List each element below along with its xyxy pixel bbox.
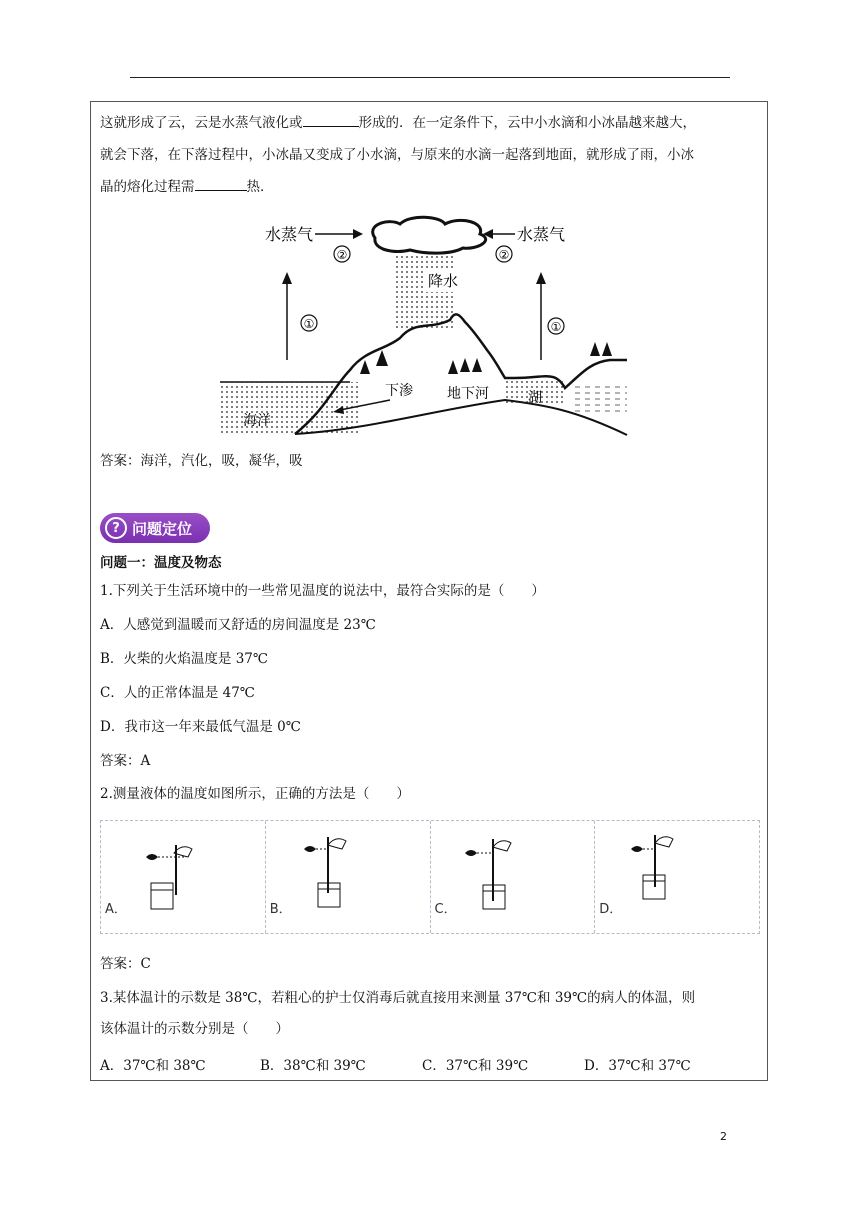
- header-rule: [130, 77, 730, 78]
- ocean-area: [220, 382, 360, 434]
- q2-answer: 答案：C: [100, 956, 151, 972]
- q2-figure-b: B．: [266, 821, 431, 933]
- q3-option-b: B．38℃和 39℃: [260, 1058, 366, 1074]
- svg-text:②: ②: [336, 248, 348, 262]
- seep-label: 下渗: [385, 383, 413, 399]
- cloud-shape: [373, 217, 486, 253]
- vapor-right-label: 水蒸气: [517, 225, 566, 244]
- intro-line-3: 晶的熔化过程需 热．: [100, 179, 274, 195]
- section-title: 问题一：温度及物态: [100, 555, 222, 571]
- svg-text:②: ②: [498, 248, 510, 262]
- precip-label: 降水: [427, 272, 459, 290]
- q3-stem-line-2: 该体温计的示数分别是（ ）: [100, 1021, 289, 1037]
- q2-stem: 2.测量液体的温度如图所示，正确的方法是（ ）: [100, 786, 410, 802]
- answer-intro: 答案：海洋，汽化，吸，凝华，吸: [100, 453, 303, 469]
- q1-option-b: B．火柴的火焰温度是 37℃: [100, 651, 268, 667]
- blank-2: [195, 178, 247, 191]
- q1-stem: 1.下列关于生活环境中的一些常见温度的说法中，最符合实际的是（ ）: [100, 583, 545, 599]
- q3-stem-line-1: 3.某体温计的示数是 38℃，若粗心的护士仅消毒后就直接用来测量 37℃和 39℃的病人的体温，则: [100, 990, 696, 1006]
- q1-option-a: A．人感觉到温暖而又舒适的房间温度是 23℃: [100, 617, 376, 633]
- badge-label: 问题定位: [132, 519, 193, 538]
- q2-figure-c: C．: [431, 821, 596, 933]
- q2-option-figures: [100, 820, 760, 934]
- lake-label: 湖: [528, 390, 542, 406]
- blank-1: [303, 114, 359, 127]
- q2-figure-d: D．: [595, 821, 759, 933]
- svg-text:①: ①: [303, 317, 315, 331]
- intro-line-1: 这就形成了云，云是水蒸气液化或 形成的．在一定条件下，云中小水滴和小冰晶越来越大，: [100, 115, 696, 131]
- question-icon: ?: [105, 517, 127, 539]
- q1-option-c: C．人的正常体温是 47℃: [100, 685, 255, 701]
- q3-option-c: C．37℃和 39℃: [422, 1058, 529, 1074]
- q2-figure-a: A．: [101, 821, 266, 933]
- river-label: 地下河: [447, 386, 489, 402]
- q3-option-d: D．37℃和 37℃: [584, 1058, 691, 1074]
- svg-text:①: ①: [550, 320, 562, 334]
- intro-line-2: 就会下落，在下落过程中，小冰晶又变成了小水滴，与原来的水滴一起落到地面，就形成了雨，小冰: [100, 147, 694, 163]
- vapor-left-label: 水蒸气: [265, 225, 314, 244]
- section-badge: [100, 513, 210, 543]
- q1-option-d: D．我市这一年来最低气温是 0℃: [100, 719, 301, 735]
- page-number: 2: [720, 1130, 727, 1143]
- ocean-label: 海洋: [243, 413, 271, 429]
- q3-option-a: A．37℃和 38℃: [100, 1058, 206, 1074]
- q1-answer: 答案：A: [100, 753, 151, 769]
- water-cycle-diagram: [215, 210, 635, 445]
